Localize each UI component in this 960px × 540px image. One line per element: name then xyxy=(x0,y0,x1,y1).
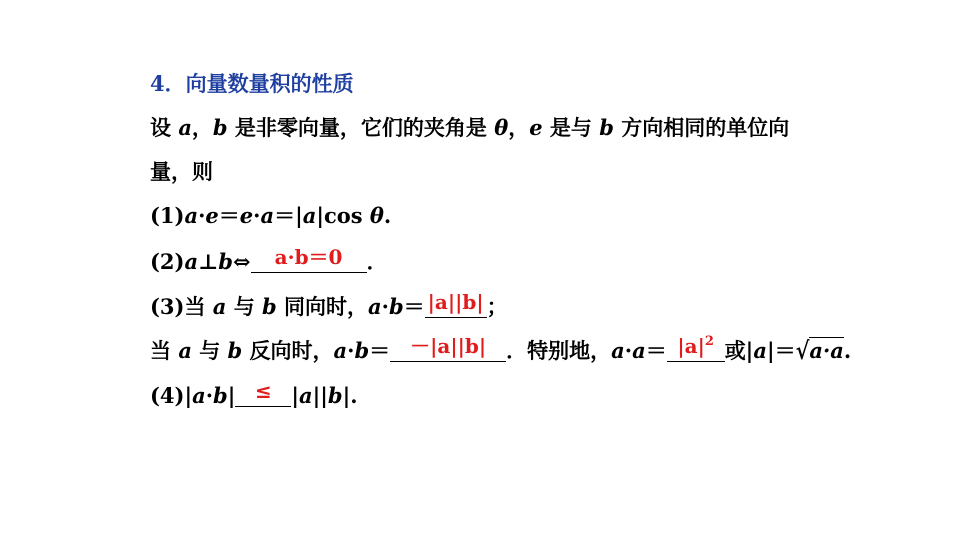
intro-text: 是与 xyxy=(542,115,600,140)
vector-a: a xyxy=(368,294,382,319)
item-number: (1) xyxy=(150,203,185,228)
vector-a: a xyxy=(632,338,646,363)
radicand: a·a xyxy=(809,338,844,363)
text: |. xyxy=(342,383,358,408)
intro-line-1 xyxy=(150,108,789,148)
text: |＝ xyxy=(766,338,796,363)
dot-operator: · xyxy=(198,203,206,228)
answer-blank[interactable] xyxy=(667,331,725,362)
item-number: (2) xyxy=(150,249,185,274)
item-number: (3) xyxy=(150,294,185,319)
vector-b: b xyxy=(354,338,370,363)
intro-text: 设 xyxy=(150,115,179,140)
vector-b: b xyxy=(327,383,343,408)
period: . xyxy=(383,203,392,228)
vector-e: e xyxy=(205,203,219,228)
vector-a: a xyxy=(302,203,317,228)
dot-operator: · xyxy=(205,383,214,408)
text: 与 xyxy=(191,338,228,363)
vector-a: a xyxy=(753,338,767,363)
vector-b: b xyxy=(212,115,228,140)
property-3 xyxy=(150,287,508,327)
property-3-cont xyxy=(150,331,851,371)
item-number: (4)| xyxy=(150,383,193,408)
dot-operator: · xyxy=(347,338,355,363)
answer-blank[interactable] xyxy=(251,242,367,273)
text: 或| xyxy=(724,338,754,363)
section-heading: 4．向量数量积的性质 xyxy=(150,71,354,96)
answer-exponent: 2 xyxy=(704,334,714,349)
equals-sign: ＝ xyxy=(369,338,391,363)
perpendicular-symbol: ⊥ xyxy=(198,249,219,274)
period: . xyxy=(843,338,852,363)
radical-sign: √ xyxy=(795,336,810,365)
abs-bar: | xyxy=(227,383,236,408)
property-1 xyxy=(150,196,391,236)
vector-a: a xyxy=(299,383,313,408)
text: 与 xyxy=(226,294,263,319)
vector-b: b xyxy=(262,294,277,319)
vector-b: b xyxy=(599,115,614,140)
answer-text-base: |a| xyxy=(677,334,705,358)
dot-operator: · xyxy=(381,294,389,319)
answer-text: a·b＝0 xyxy=(274,245,343,269)
vector-a: a xyxy=(178,338,192,363)
text: || xyxy=(312,383,328,408)
text: 当 xyxy=(150,338,179,363)
equals-sign: ＝ xyxy=(218,203,240,228)
answer-text xyxy=(667,331,725,357)
iff-symbol: ⇔ xyxy=(232,249,251,274)
semicolon: ； xyxy=(486,294,508,319)
dot-operator: · xyxy=(253,203,261,228)
vector-b: b xyxy=(218,249,233,274)
angle-theta: θ xyxy=(369,203,384,228)
equals-sign: ＝ xyxy=(403,294,425,319)
vector-b: b xyxy=(388,294,404,319)
intro-text: 是非零向量，它们的夹角是 xyxy=(227,115,495,140)
period: ． xyxy=(366,249,388,274)
answer-blank[interactable] xyxy=(425,287,487,318)
vector-a: a xyxy=(333,338,348,363)
answer-blank[interactable] xyxy=(390,331,506,362)
dot-operator: · xyxy=(624,338,633,363)
answer-blank[interactable] xyxy=(235,376,291,407)
text: 反向时， xyxy=(242,338,334,363)
intro-text: ， xyxy=(508,115,530,140)
property-2 xyxy=(150,242,388,282)
equals-abs: ＝| xyxy=(274,203,303,228)
text: | xyxy=(291,383,300,408)
vector-a: a xyxy=(611,338,625,363)
answer-text: |a||b| xyxy=(427,290,484,314)
vector-a: a xyxy=(192,383,206,408)
text: ．特别地， xyxy=(506,338,612,363)
answer-text: ≤ xyxy=(254,379,272,403)
text: 当 xyxy=(184,294,213,319)
intro-line-2: 量，则 xyxy=(150,159,213,184)
property-4 xyxy=(150,376,358,416)
equals-sign: ＝ xyxy=(645,338,667,363)
cos-text: |cos xyxy=(316,203,370,228)
vector-a: a xyxy=(184,203,199,228)
vector-a: a xyxy=(260,203,275,228)
vector-a: a xyxy=(184,249,199,274)
text: 同向时， xyxy=(276,294,369,319)
vector-a: a xyxy=(212,294,227,319)
angle-theta: θ xyxy=(494,115,509,140)
answer-text: －|a||b| xyxy=(410,334,487,358)
square-root xyxy=(796,331,844,371)
intro-text: ， xyxy=(191,115,213,140)
intro-text: 方向相同的单位向 xyxy=(613,115,790,140)
vector-b: b xyxy=(227,338,243,363)
vector-b: b xyxy=(213,383,228,408)
vector-e: e xyxy=(239,203,254,228)
vector-a: a xyxy=(178,115,192,140)
vector-e: e xyxy=(529,115,543,140)
